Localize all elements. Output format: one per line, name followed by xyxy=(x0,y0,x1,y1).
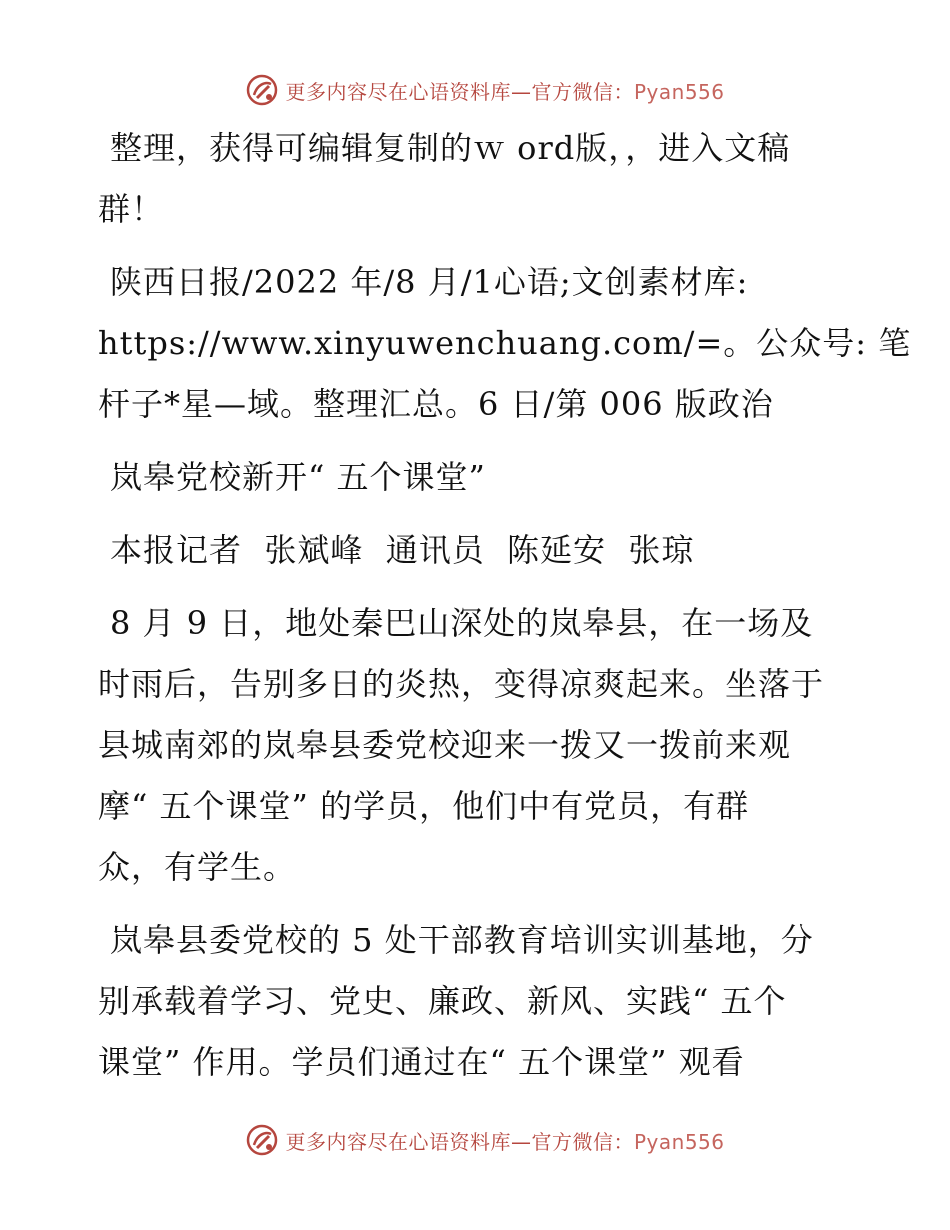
paragraph-body-2 xyxy=(98,910,858,1093)
text-line: 陕西日报/2022 年/8 月/1心语;文创素材库: xyxy=(110,263,749,301)
footer-watermark-banner xyxy=(0,1120,950,1160)
paragraph-intro xyxy=(98,118,858,240)
document-body xyxy=(98,118,912,1105)
text-line: 摩“ 五个课堂” 的学员，他们中有党员，有群 xyxy=(98,787,750,825)
watermark-wechat-id: Pyan556 xyxy=(633,79,725,104)
article-byline xyxy=(98,520,858,581)
watermark-text xyxy=(285,1126,724,1155)
watermark-text xyxy=(285,76,724,105)
paragraph-source xyxy=(98,252,912,435)
paragraph-body-1 xyxy=(98,593,858,898)
text-line: 县城南郊的岚皋县委党校迎来一拨又一拨前来观 xyxy=(98,726,792,764)
text-line: 时雨后，告别多日的炎热，变得凉爽起来。坐落于 xyxy=(98,665,825,703)
text-line: 岚皋县委党校的 5 处干部教育培训实训基地，分 xyxy=(110,921,814,959)
article-title xyxy=(98,447,858,508)
text-line: 别承载着学习、党史、廉政、新风、实践“ 五个 xyxy=(98,982,787,1020)
text-line: 本报记者 张斌峰 通讯员 陈延安 张琼 xyxy=(110,531,695,569)
watermark-label: 更多内容尽在心语资料库—官方微信： xyxy=(285,1129,634,1154)
text-line: 杆子*星—域。整理汇总。6 日/第 006 版政治 xyxy=(98,385,774,423)
text-line: 整理，获得可编辑复制的ｗ ord版，，进入文稿 xyxy=(110,129,791,167)
text-line: 8 月 9 日，地处秦巴山深处的岚皋县，在一场及 xyxy=(110,604,814,642)
header-watermark-banner xyxy=(0,70,950,110)
watermark-label: 更多内容尽在心语资料库—官方微信： xyxy=(285,79,634,104)
xinyu-logo-icon xyxy=(245,73,279,107)
text-line: https://www.xinyuwenchuang.com/=。公众号: 笔 xyxy=(98,324,912,362)
text-line: 群！ xyxy=(98,190,165,228)
text-line: 岚皋党校新开“ 五个课堂” xyxy=(110,458,486,496)
text-line: 众，有学生。 xyxy=(98,848,297,886)
watermark-wechat-id: Pyan556 xyxy=(633,1129,725,1154)
xinyu-logo-icon xyxy=(245,1123,279,1157)
text-line: 课堂” 作用。学员们通过在“ 五个课堂” 观看 xyxy=(98,1043,745,1081)
